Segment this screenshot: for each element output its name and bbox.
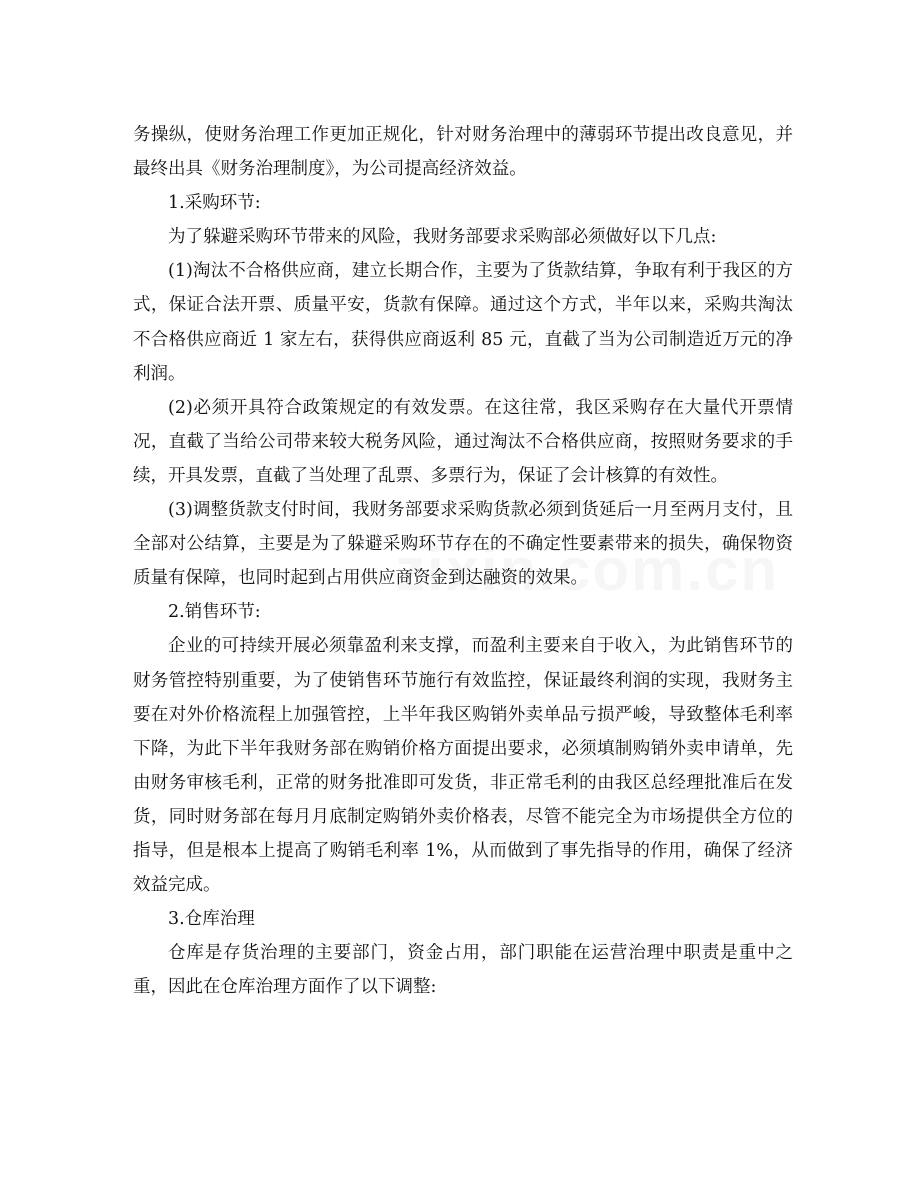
paragraph-warehouse: 仓库是存货治理的主要部门，资金占用，部门职能在运营治理中职责是重中之重，因此在仓库治理方面作了以下调整: [133, 943, 793, 998]
paragraph-procurement-item-2: (2)必须开具符合政策规定的有效发票。在这往常，我区采购存在大量代开票情况，直截了当给公司带来较大税务风险，通过淘汰不合格供应商，按照财务要求的手续，开具发票，直截了当处理了乱票、多票行为，保证了会计核算的有效性。 [133, 397, 793, 486]
heading-procurement: 1.采购环节: [168, 193, 261, 214]
document-body [133, 118, 793, 1004]
paragraph-procurement-item-1: (1)淘汰不合格供应商，建立长期合作，主要为了货款结算，争取有利于我区的方式，保证合法开票、质量平安，货款有保障。通过这个方式，半年以来，采购共淘汰不合格供应商近 1 家左右，获得供应商返利 85 元，直截了当为公司制造近万元的净利润。 [133, 261, 793, 384]
heading-sales: 2.销售环节: [168, 602, 261, 623]
paragraph-procurement-item-3: (3)调整货款支付时间，我财务部要求采购货款必须到货延后一月至两月支付，且全部对公结算，主要是为了躲避采购环节存在的不确定性要素带来的损失，确保物资质量有保障，也同时起到占用供应商资金到达融资的效果。 [133, 500, 793, 589]
paragraph-sales: 企业的可持续开展必须靠盈利来支撑，而盈利主要来自于收入，为此销售环节的财务管控特别重要，为了使销售环节施行有效监控，保证最终利润的实现，我财务主要在对外价格流程上加强管控，上半年我区购销外卖单品亏损严峻，导致整体毛利率下降，为此下半年我财务部在购销价格方面提出要求，必须填制购销外卖申请单，先由财务审核毛利，正常的财务批准即可发货，非正常毛利的由我区总经理批准后在发货，同时财务部在每月月底制定购销外卖价格表，尽管不能完全为市场提供全方位的指导，但是根本上提高了购销毛利率 1%，从而做到了事先指导的作用，确保了经济效益完成。 [133, 636, 793, 896]
paragraph-intro-continuation: 务操纵，使财务治理工作更加正规化，针对财务治理中的薄弱环节提出改良意见，并最终出具《财务治理制度》，为公司提高经济效益。 [133, 125, 793, 180]
heading-warehouse: 3.仓库治理 [168, 909, 255, 930]
paragraph-procurement-intro: 为了躲避采购环节带来的风险，我财务部要求采购部必须做好以下几点: [168, 227, 717, 248]
